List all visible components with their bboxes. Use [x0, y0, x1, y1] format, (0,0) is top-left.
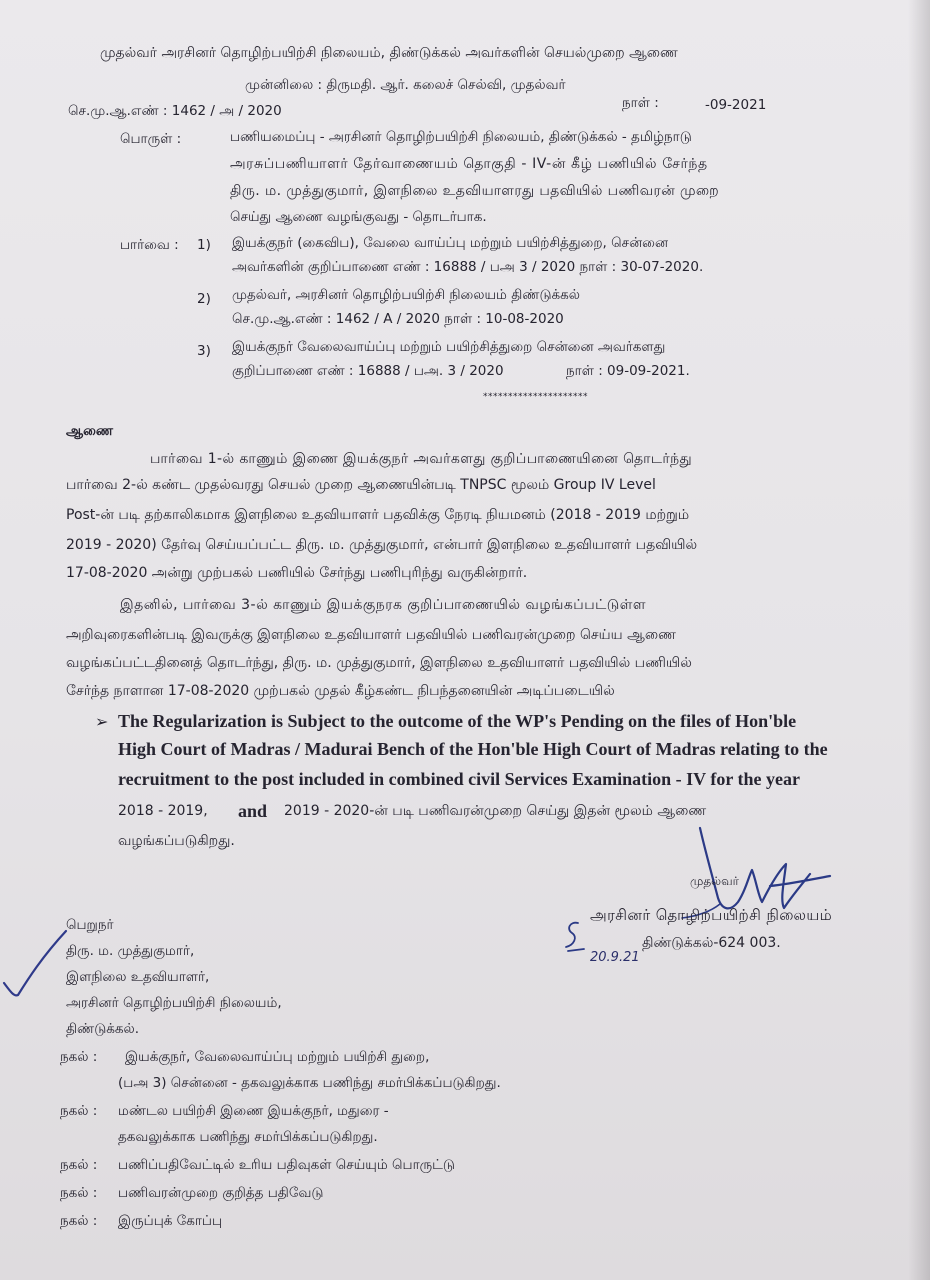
reference-1-line-1: இயக்குநர் (கைவிப), வேலை வாய்ப்பு மற்றும் பயிற்சித்துறை, சென்னை — [232, 235, 669, 251]
condition-and: and — [238, 801, 268, 821]
copy-4-line-1: பணிவரன்முறை குறித்த பதிவேடு — [118, 1185, 324, 1201]
para2-line-4: சேர்ந்த நாளான 17-08-2020 முற்பகல் முதல் கீழ்கண்ட நிபந்தனையின் அடிப்படையில் — [66, 683, 615, 699]
para1-line-4: 2019 - 2020) தேர்வு செய்யப்பட்ட திரு. ம. முத்துகுமார், என்பார் இளநிலை உதவியாளர் பதவியில் — [66, 537, 698, 553]
recipient-designation: இளநிலை உதவியாளர், — [66, 969, 210, 985]
subject-line-1: பணியமைப்பு - அரசினர் தொழிற்பயிற்சி நிலையம், திண்டுக்கல் - தமிழ்நாடு — [230, 129, 692, 145]
para2-line-3: வழங்கப்பட்டதினைத் தொடர்ந்து, திரு. ம. முத்துகுமார், இளநிலை உதவியாளர் பதவியில் பணியில் — [66, 655, 692, 671]
signatory-institute: அரசினர் தொழிற்பயிற்சி நிலையம் — [590, 906, 833, 924]
date-label: நாள் : — [622, 95, 659, 111]
condition-line-1: The Regularization is Subject to the outcome of the WP's Pending on the files of Hon'ble — [118, 711, 797, 731]
presence-line: முன்னிலை : திருமதி. ஆர். கலைச் செல்வி, முதல்வர் — [245, 77, 566, 93]
subject-label: பொருள் : — [120, 131, 182, 147]
copy-5-label: நகல் : — [60, 1213, 98, 1229]
reference-1-number: 1) — [197, 237, 211, 253]
checkmark-icon — [0, 925, 70, 1005]
condition-end: வழங்கப்படுகிறது. — [118, 833, 235, 849]
section-separator: ********************* — [483, 392, 588, 402]
copy-1-line-1: இயக்குநர், வேலைவாய்ப்பு மற்றும் பயிற்சி துறை, — [125, 1049, 430, 1065]
subject-line-3: திரு. ம. முத்துகுமார், இளநிலை உதவியாளரது பதவியில் பணிவரன் முறை — [230, 183, 720, 199]
reference-number: செ.மு.ஆ.எண் : 1462 / அ / 2020 — [68, 103, 282, 119]
recipient-institute: அரசினர் தொழிற்பயிற்சி நிலையம், — [66, 995, 282, 1011]
signatory-title: முதல்வர் — [690, 874, 739, 888]
reference-1-line-2: அவர்களின் குறிப்பாணை எண் : 16888 / பஅ 3 / 2020 நாள் : 30-07-2020. — [232, 259, 704, 275]
para2-line-1: இதனில், பார்வை 3-ல் காணும் இயக்குநரக குறிப்பாணையில் வழங்கப்பட்டுள்ள — [120, 597, 647, 613]
document-title: முதல்வர் அரசினர் தொழிற்பயிற்சி நிலையம், திண்டுக்கல் அவர்களின் செயல்முறை ஆணை — [100, 45, 678, 61]
copy-2-line-1: மண்டல பயிற்சி இணை இயக்குநர், மதுரை - — [118, 1103, 389, 1119]
reference-2-line-1: முதல்வர், அரசினர் தொழிற்பயிற்சி நிலையம் திண்டுக்கல் — [232, 287, 580, 303]
para1-line-5: 17-08-2020 அன்று முற்பகல் பணியில் சேர்ந்து பணிபுரிந்து வருகின்றார். — [66, 565, 528, 581]
para2-line-2: அறிவுரைகளின்படி இவருக்கு இளநிலை உதவியாளர் பதவியில் பணிவரன்முறை செய்ய ஆணை — [66, 627, 676, 643]
copy-3-label: நகல் : — [60, 1157, 98, 1173]
date-value: -09-2021 — [705, 97, 767, 113]
bullet-arrow-icon: ➢ — [95, 712, 109, 731]
copy-5-line-1: இருப்புக் கோப்பு — [118, 1213, 223, 1229]
subject-line-2: அரசுப்பணியாளர் தேர்வாணையம் தொகுதி - IV-ன் கீழ் பணியில் சேர்ந்த — [230, 156, 708, 172]
recipient-name: திரு. ம. முத்துகுமார், — [66, 943, 195, 959]
copy-2-label: நகல் : — [60, 1103, 98, 1119]
copy-2-line-2: தகவலுக்காக பணிந்து சமர்பிக்கப்படுகிறது. — [118, 1129, 378, 1145]
copy-1-line-2: (பஅ 3) சென்னை - தகவலுக்காக பணிந்து சமர்பிக்கப்படுகிறது. — [118, 1075, 501, 1091]
copy-3-line-1: பணிப்பதிவேட்டில் உரிய பதிவுகள் செய்யும் பொருட்டு — [118, 1157, 455, 1173]
reference-3-date: நாள் : 09-09-2021. — [566, 363, 690, 379]
reference-2-line-2: செ.மு.ஆ.எண் : 1462 / A / 2020 நாள் : 10-08-2020 — [232, 311, 564, 327]
para1-line-1: பார்வை 1-ல் காணும் இணை இயக்குநர் அவர்களது குறிப்பாணையினை தொடர்ந்து — [150, 451, 693, 467]
reference-2-number: 2) — [197, 291, 211, 307]
condition-line-2: High Court of Madras / Madurai Bench of the Hon'ble High Court of Madras relating to the — [118, 739, 828, 759]
reference-3-line-2: குறிப்பாணை எண் : 16888 / பஅ. 3 / 2020 — [232, 363, 504, 379]
para1-line-2: பார்வை 2-ல் கண்ட முதல்வரது செயல் முறை ஆணையின்படி TNPSC மூலம் Group IV Level — [66, 477, 656, 493]
references-label: பார்வை : — [120, 237, 179, 253]
order-heading: ஆணை — [66, 423, 114, 439]
reference-3-line-1: இயக்குநர் வேலைவாய்ப்பு மற்றும் பயிற்சித்துறை சென்னை அவர்களது — [232, 339, 666, 355]
reference-3-number: 3) — [197, 343, 211, 359]
condition-year-1: 2018 - 2019, — [118, 803, 208, 819]
signatory-place: திண்டுக்கல்-624 003. — [642, 935, 781, 951]
recipient-place: திண்டுக்கல். — [66, 1021, 140, 1037]
copy-1-label: நகல் : — [60, 1049, 98, 1065]
para1-line-3: Post-ன் படி தற்காலிகமாக இளநிலை உதவியாளர் பதவிக்கு நேரடி நியமனம் (2018 - 2019 மற்றும் — [66, 507, 690, 523]
initial-mark — [560, 915, 590, 955]
copy-4-label: நகல் : — [60, 1185, 98, 1201]
page-edge-shadow — [908, 0, 930, 1280]
subject-line-4: செய்து ஆணை வழங்குவது - தொடர்பாக. — [230, 209, 487, 225]
condition-year-2: 2019 - 2020-ன் படி பணிவரன்முறை செய்து இதன் மூலம் ஆணை — [284, 803, 707, 819]
recipient-label: பெறுநர் — [66, 917, 114, 933]
condition-line-3: recruitment to the post included in combined civil Services Examination - IV for the year — [118, 769, 800, 789]
handwritten-date: 20.9.21 — [590, 950, 640, 965]
